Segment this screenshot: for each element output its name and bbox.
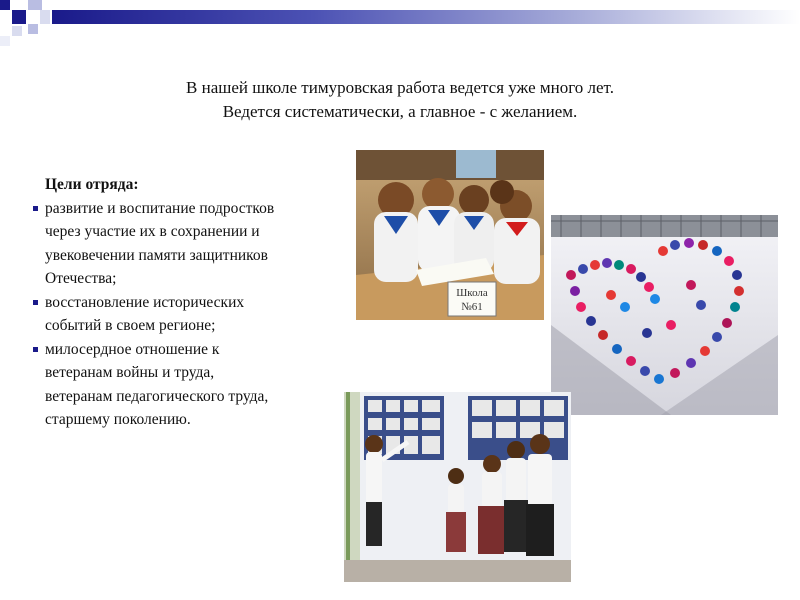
intro-text	[60, 76, 740, 124]
decor-square	[40, 10, 50, 24]
decor-square	[12, 26, 22, 36]
goals-list	[32, 197, 362, 432]
goal-line: Отечества;	[45, 270, 117, 287]
photo-classroom	[356, 150, 544, 320]
header-gradient-bar	[52, 10, 800, 24]
goals-title: Цели отряда:	[45, 176, 139, 193]
bullet-icon	[33, 347, 38, 352]
intro-line-1: В нашей школе тимуровская работа ведется уже много лет.	[186, 78, 614, 97]
goal-line: событий в своем регионе;	[45, 317, 216, 334]
decor-square	[0, 0, 10, 10]
decor-square	[28, 0, 42, 10]
photo-museum	[344, 392, 571, 582]
goal-line: милосердное отношение к	[45, 340, 220, 358]
goal-item	[32, 291, 362, 338]
decor-square	[12, 10, 26, 24]
goal-item	[32, 197, 362, 291]
goal-line: увековечении памяти защитников	[45, 246, 268, 264]
goal-item	[32, 338, 362, 432]
sign-text-2: №61	[461, 301, 483, 313]
goal-line: развитие и воспитание подростков	[45, 199, 275, 217]
goal-line: ветеранам войны и труда,	[45, 364, 215, 381]
decor-square	[0, 36, 10, 46]
bullet-icon	[33, 300, 38, 305]
decorative-header	[0, 0, 800, 48]
goal-line: восстановление исторических	[45, 293, 245, 311]
sign-text-1: Школа	[456, 287, 488, 299]
girl-figure	[374, 182, 418, 282]
intro-line-2: Ведется систематически, а главное - с желанием.	[222, 102, 578, 121]
goals-block	[32, 173, 362, 432]
goal-line: ветеранам педагогического труда,	[45, 387, 269, 405]
goal-line: через участие их в сохранении и	[45, 223, 260, 240]
decor-square	[28, 24, 38, 34]
bullet-icon	[33, 206, 38, 211]
goal-line: старшему поколению.	[45, 411, 191, 428]
photo-snow-formation	[551, 215, 778, 415]
